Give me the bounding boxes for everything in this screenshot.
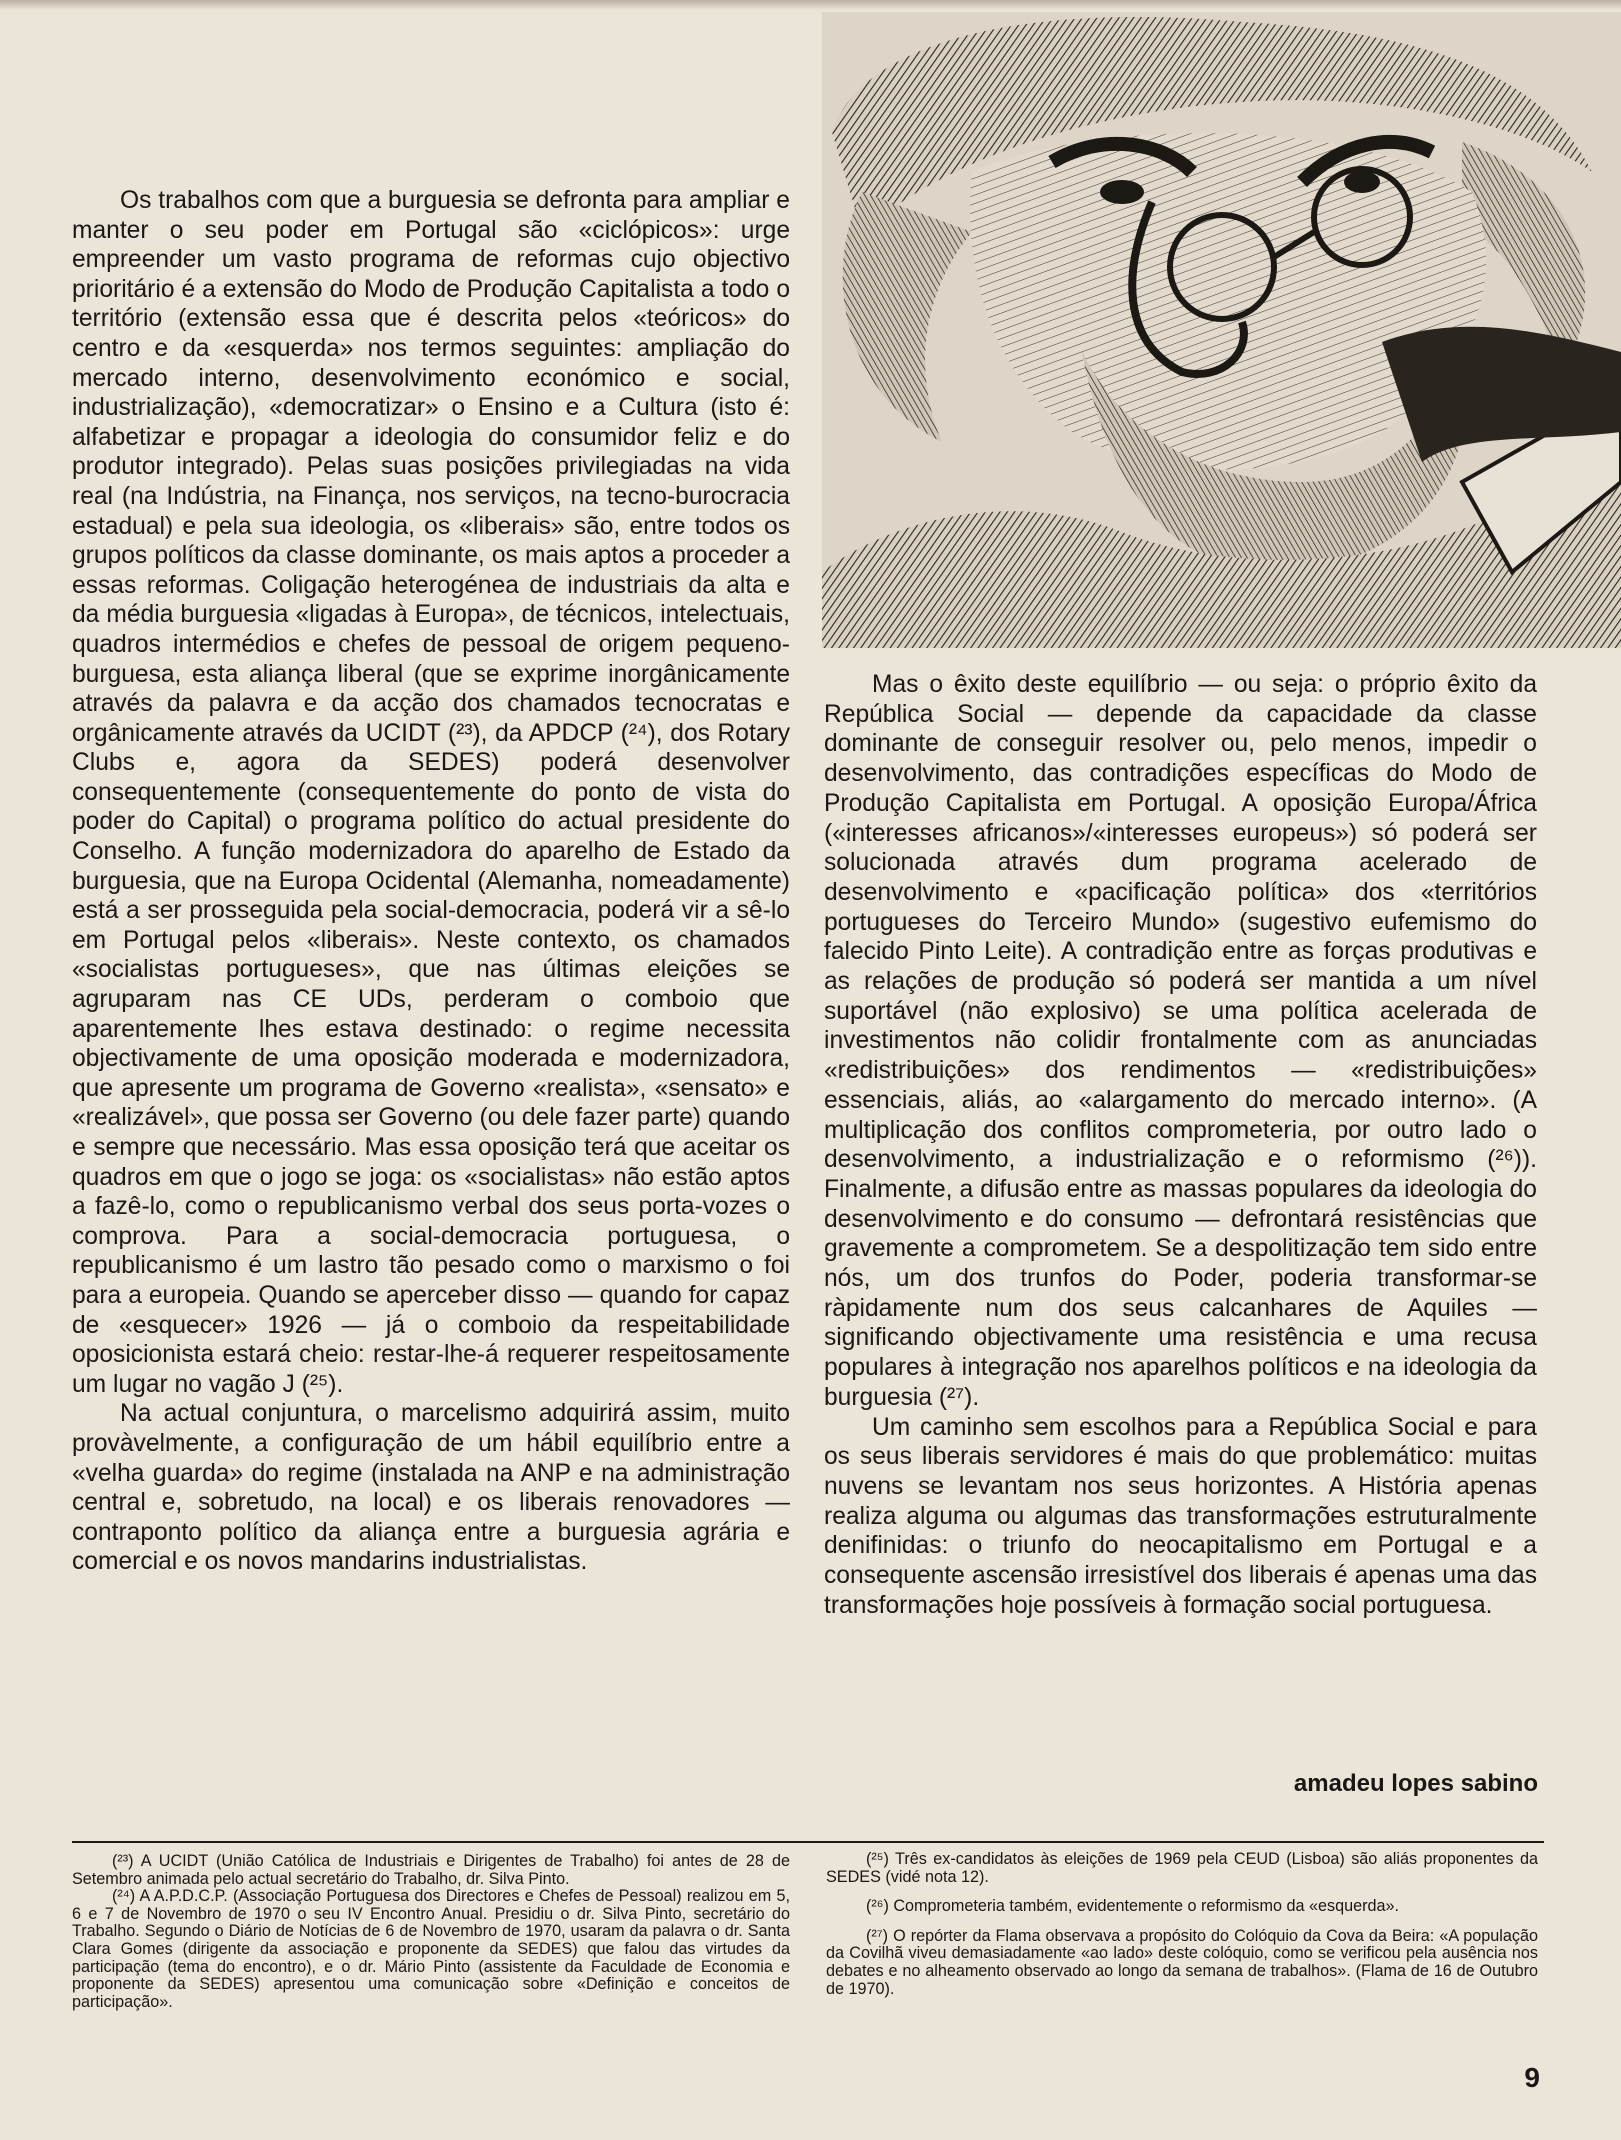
- footnote: (²⁶) Comprometeria também, evidentemente o reformismo da «esquerda».: [866, 1897, 1399, 1916]
- article-paragraph: Mas o êxito deste equilíbrio — ou seja: o próprio êxito da República Social — depende da capacidade da classe dominante de conseguir resolver ou, pelo menos, impedir o desenvolvimento, das contradições específicas do Modo de Produção Capitalista em Portugal. A oposição Europa/África («interesses africanos»/«interesses europeus») só poderá ser solucionada através dum programa acelerado de desenvolvimento e «pacificação política» dos «territórios portugueses do Terceiro Mundo» (sugestivo eufemismo do falecido Pinto Leite). A contradição entre as forças produtivas e as relações de produção só poderá ser mantida a um nível suportável (não explosivo) se uma política acelerada de investimentos não colidir frontalmente com as anunciadas «redistribuições» dos rendimentos — «redistribuições» essenciais, aliás, ao «alargamento do mercado interno». (A multiplicação dos conflitos comprometeria, por outro lado o desenvolvimento, a industrialização e o reformismo (²⁶)). Finalmente, a difusão entre as massas populares da ideologia do desenvolvimento e do consumo — defrontará resistências que gravemente a comprometem. Se a despolitização tem sido entre nós, um dos trunfos do Poder, poderia transformar-se ràpidamente num dos seus calcanhares de Aquiles — significando objectivamente uma resistência e uma recusa populares à integração nos aparelhos políticos e na ideologia da burguesia (²⁷).: [824, 671, 1537, 1411]
- page-number: 9: [1524, 2062, 1540, 2093]
- article-paragraph: Os trabalhos com que a burguesia se defronta para ampliar e manter o seu poder em Portugal são «ciclópicos»: urge empreender um vasto programa de reformas cujo objectivo prioritário é a extensão do Modo de Produção Capitalista a todo o território (extensão essa que é descrita pelos «teóricos» do centro e da «esquerda» nos termos seguintes: ampliação do mercado interno, desenvolvimento económico e social, industrialização), «democratizar» o Ensino e a Cultura (isto é: alfabetizar e propagar a ideologia do consumidor feliz e do produtor integrado). Pelas suas posições privilegiadas na vida real (na Indústria, na Finança, nos serviços, na tecno-burocracia estadual) e pela sua ideologia, os «liberais» são, entre todos os grupos políticos da classe dominante, os mais aptos a proceder a essas reformas. Coligação heterogénea de industriais da alta e da média burguesia «ligadas à Europa», de técnicos, intelectuais, quadros intermédios e chefes de pessoal de origem pequeno-burguesa, esta aliança liberal (que se exprime inorgânicamente através da palavra e da acção dos chamados tecnocratas e orgânicamente através da UCIDT (²³), da APDCP (²⁴), dos Rotary Clubs e, agora da SEDES) poderá desenvolver consequentemente (consequentemente do ponto de vista do poder do Capital) o programa político do actual presidente do Conselho. A função modernizadora do aparelho de Estado da burguesia, que na Europa Ocidental (Alemanha, nomeadamente) está a ser prosseguida pela social-democracia, poderá vir a sê-lo em Portugal pelos «liberais». Neste contexto, os chamados «socialistas portugueses», que nas últimas eleições se agruparam nas CE UDs, perderam o comboio que aparentemente lhes estava destinado: o regime necessita objectivamente de uma oposição moderada e modernizadora, que apresente um programa de Governo «realista», «sensato» e «realizável», que possa ser Governo (ou dele fazer parte) quando e sempre que necessário. Mas essa oposição terá que aceitar os quadros em que o jogo se joga: os «socialistas» não estão aptos a fazê-lo, como o republicanismo verbal dos seus porta-vozes o comprova. Para a social-democracia portuguesa, o republicanismo é um lastro tão pesado como o marxismo o foi para a europeia. Quando se aperceber disso — quando for capaz de «esquecer» 1926 — já o comboio da respeitabilidade oposicionista estará cheio: restar-lhe-á requerer respeitosamente um lugar no vagão J (²⁵).: [72, 187, 790, 1398]
- author-signature: amadeu lopes sabino: [1293, 1770, 1538, 1797]
- footnote: (²⁷) O repórter da Flama observava a propósito do Colóquio da Cova da Beira: «A população da Covilhã viveu demasiadamente «ao lado» deste colóquio, como se verificou pela ausência nos debates e no alheamento observado ao longo da semana de trabalhos». (Flama de 16 de Outubro de 1970).: [826, 1926, 1538, 1998]
- article-paragraph: Na actual conjuntura, o marcelismo adquirirá assim, muito provàvelmente, a configuração de um hábil equilíbrio entre a «velha guarda» do regime (instalada na ANP e na administração central e, sobretudo, na local) e os liberais renovadores — contraponto político da aliança entre a burguesia agrária e comercial e os novos mandarins industrialistas.: [72, 1400, 790, 1576]
- footnote-divider: [72, 1841, 1544, 1843]
- footnotes-left: [72, 1853, 790, 2011]
- portrait-illustration: [822, 12, 1621, 648]
- footnote: (²⁴) A A.P.D.C.P. (Associação Portuguesa dos Directores e Chefes de Pessoal) realizou em 5, 6 e 7 de Novembro de 1970 o seu IV Encontro Anual. Presidiu o dr. Silva Pinto, secretário do Trabalho. Segundo o Diário de Notícias de 6 de Novembro de 1970, usaram da palavra o dr. Santa Clara Gomes (dirigente da associação e proponente da SEDES) que falou das virtudes da participação (tema do encontro), e o dr. Mário Pinto (assistente da Faculdade de Economia e proponente da SEDES) apresentou uma comunicação sobre «Definição e conceitos de participação».: [72, 1887, 790, 2011]
- portrait-engraving-icon: [822, 12, 1621, 648]
- footnotes-right: [826, 1851, 1538, 2010]
- top-edge: [0, 0, 1621, 10]
- footnote: (²⁵) Três ex-candidatos às eleições de 1969 pela CEUD (Lisboa) são aliás proponentes da SEDES (vidé nota 12).: [826, 1850, 1538, 1886]
- footnote: (²³) A UCIDT (União Católica de Industriais e Dirigentes de Trabalho) foi antes de 28 de Setembro animada pelo actual secretário do Trabalho, dr. Silva Pinto.: [72, 1852, 790, 1888]
- article-paragraph: Um caminho sem escolhos para a República Social e para os seus liberais servidores é mais do que problemático: muitas nuvens se levantam nos seus horizontes. A História apenas realiza alguma ou algumas das transformações estruturalmente denifinidas: o triunfo do neocapitalismo em Portugal e a consequente ascensão irresistível dos liberais é apenas uma das transformações hoje possíveis à formação social portuguesa.: [824, 1413, 1537, 1619]
- article-column-right: [824, 670, 1537, 1805]
- article-column-left: [72, 186, 790, 1826]
